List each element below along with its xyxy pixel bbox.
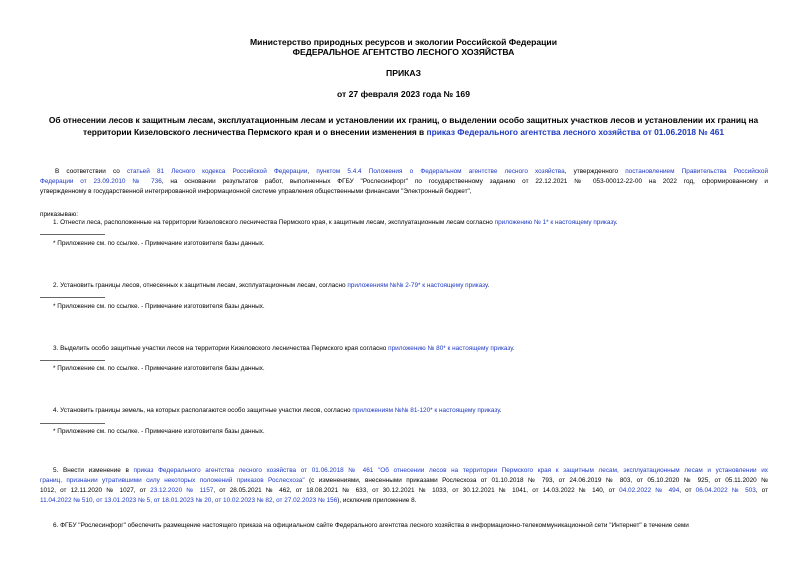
order-word: приказываю: xyxy=(40,211,78,218)
preamble-line-1 xyxy=(40,167,768,177)
order-461-link-cont[interactable]: границ, признании утратившими силу некоторых положений приказов Рослесхоза" xyxy=(40,477,305,484)
item-text: 3. Выделить особо защитные участки лесов на территории Кизеловского лесничества Пермского края согласно xyxy=(53,345,389,352)
preamble-line-2 xyxy=(40,177,768,187)
ministry-heading: Министерство природных ресурсов и экологии Российской Федерации xyxy=(250,37,557,47)
footnote: * Приложение см. по ссылке. - Примечание изготовителя базы данных. xyxy=(53,365,265,372)
order-503-link[interactable]: 06.04.2022 № 503 xyxy=(695,487,756,494)
preamble xyxy=(40,167,768,197)
item-1 xyxy=(53,218,618,228)
item-6: 6. ФГБУ "Рослесинфорг" обеспечить размещение настоящего приказа на официальном сайте Федерального агентства лесного хозяйства в информационно-телекоммуникационной сети "Интернет" в течение семи xyxy=(53,522,689,529)
item-5-line-1 xyxy=(40,466,768,476)
footnote: * Приложение см. по ссылке. - Примечание изготовителя базы данных. xyxy=(53,240,265,247)
footnote: * Приложение см. по ссылке. - Примечание изготовителя базы данных. xyxy=(53,303,265,310)
appendix-80-link[interactable]: приложению № 80* к настоящему приказу xyxy=(388,345,513,352)
document-type: ПРИКАЗ xyxy=(386,68,421,78)
footnote: * Приложение см. по ссылке. - Примечание изготовителя базы данных. xyxy=(53,428,265,435)
preamble-text: , xyxy=(307,168,317,175)
item-5-line-2 xyxy=(40,476,768,486)
forest-code-link[interactable]: статьей 81 Лесного кодекса Российской Федерации xyxy=(126,168,308,175)
item-4 xyxy=(53,406,502,416)
preamble-text: В соответствии со xyxy=(55,168,127,175)
item-text: ), исключив приложение 8. xyxy=(337,497,417,504)
item-text: 1. Отнести леса, расположенные на территории Кизеловского лесничества Пермского края, к защитным лесам, эксплуатационным лесам согласно xyxy=(53,219,495,226)
orders-2022-2023-link[interactable]: 11.04.2022 № 510, от 13.01.2023 № 5, от 18.01.2023 № 20, от 10.02.2023 № 82, от 27.02.2023 № 156 xyxy=(40,497,338,504)
item-5-line-3 xyxy=(40,486,768,496)
item-end: . xyxy=(487,282,490,289)
title-text: Об отнесении лесов к защитным лесам, эксплуатационным лесам и установлении их границ, о выделении особо защитных участков лесов и установлении их границ на территории Кизеловского лесничества Пермского края и о внесении изменения в xyxy=(48,115,759,137)
appendix-2-79-link[interactable]: приложениям №№ 2-79* к настоящему приказу xyxy=(347,282,488,289)
item-2 xyxy=(53,281,489,291)
title-amended-order-link[interactable]: приказ Федерального агентства лесного хозяйства от 01.06.2018 № 461 xyxy=(426,127,725,137)
preamble-text: , утвержденного xyxy=(564,168,626,175)
item-end: . xyxy=(615,219,618,226)
footnote-divider xyxy=(40,423,105,424)
government-decree-link-cont[interactable]: Федерации от 23.09.2010 № 736 xyxy=(40,178,162,185)
preamble-text: , на основании результатов работ, выполненных ФГБУ "Рослесинфорг" по государственному заданию от 22.12.2021 № 053-00012-22-00 на 2022 год, сформированному и xyxy=(161,178,768,185)
item-text: 1012, от 12.11.2020 № 1027, от xyxy=(40,487,151,494)
item-3 xyxy=(53,344,515,354)
item-text: 5. Внести изменение в xyxy=(53,467,134,474)
footnote-divider xyxy=(40,234,105,235)
document-date-number: от 27 февраля 2023 года № 169 xyxy=(337,89,470,99)
order-494-link[interactable]: 04.02.2022 № 494 xyxy=(619,487,680,494)
government-decree-link[interactable]: постановлением Правительства Российской xyxy=(625,168,769,175)
item-text: 2. Установить границы лесов, отнесенных к защитным лесам, эксплуатационным лесам, согласно xyxy=(53,282,348,289)
item-text: , от 28.05.2021 № 462, от 18.08.2021 № 633, от 30.12.2021 № 1033, от 30.12.2021 № 1041, от 14.03.2022 № 140, от xyxy=(213,487,620,494)
footnote-divider xyxy=(40,360,105,361)
item-text: (с изменениями, внесенными приказами Рослесхоза от 01.10.2018 № 793, от 24.06.2019 № 803, от 05.10.2020 № 925, от 05.11.2020 № xyxy=(304,477,768,484)
appendix-1-link[interactable]: приложению № 1* к настоящему приказу xyxy=(494,219,616,226)
document-title xyxy=(40,114,767,138)
preamble-line-3: утвержденному в государственной интегрированной информационной системе управления общественными финансами "Электронный бюджет", xyxy=(40,188,472,195)
order-461-link[interactable]: приказ Федерального агентства лесного хозяйства от 01.06.2018 № 461 "Об отнесении лесов на территории Пермского края к защитным лесам, эксплуатационным лесам и установлении их xyxy=(133,467,768,474)
agency-regulation-link[interactable]: пунктом 5.4.4 Положения о Федеральном агентстве лесного хозяйства xyxy=(316,168,565,175)
item-end: . xyxy=(512,345,515,352)
order-1157-link[interactable]: 23.12.2020 № 1157 xyxy=(150,487,214,494)
item-text: , от xyxy=(755,487,768,494)
item-text: 4. Установить границы земель, на которых располагаются особо защитные участки лесов, согласно xyxy=(53,407,353,414)
item-5-line-4 xyxy=(40,496,768,506)
appendix-81-120-link[interactable]: приложениям №№ 81-120* к настоящему приказу xyxy=(352,407,500,414)
footnote-divider xyxy=(40,297,105,298)
item-text: , от xyxy=(679,487,696,494)
item-5 xyxy=(40,466,768,506)
agency-heading: ФЕДЕРАЛЬНОЕ АГЕНТСТВО ЛЕСНОГО ХОЗЯЙСТВА xyxy=(292,47,515,57)
item-end: . xyxy=(499,407,502,414)
